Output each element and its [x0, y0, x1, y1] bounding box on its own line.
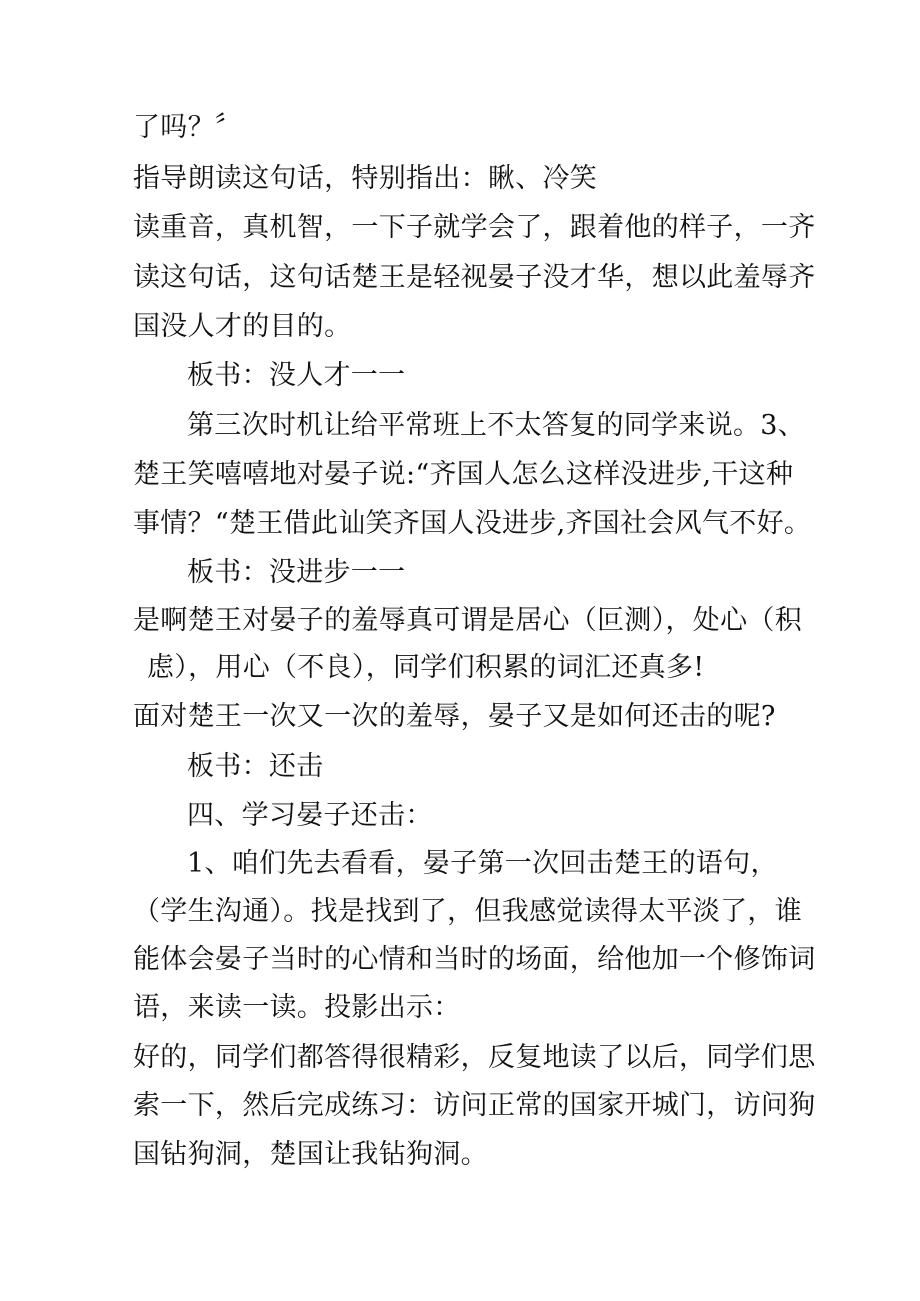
text-line: 索一下，然后完成练习：访问正常的国家开城门，访问狗 [133, 1090, 816, 1121]
text-line: （学生沟通）。找是找到了，但我感觉读得太平淡了，谁 [133, 896, 802, 927]
text-line: 指导朗读这句话，特别指出：瞅、冷笑 [133, 163, 598, 194]
text-line: 国钻狗洞，楚国让我钻狗洞。 [133, 1139, 488, 1170]
text-line: 语，来读一读。投影出示： [133, 992, 461, 1023]
text-line: 了吗？〞 [133, 112, 243, 143]
text-line: 虑），用心（不良），同学们积累的词汇还真多! [147, 652, 705, 683]
text-line: 板书：还击 [187, 751, 324, 782]
text-line: 事情？“楚王借此讪笑齐国人没进步,齐国社会风气不好。 [133, 508, 812, 539]
text-line: 四、学习晏子还击： [187, 800, 433, 831]
text-line: 好的，同学们都答得很精彩，反复地读了以后，同学们思 [133, 1042, 816, 1073]
text-line: 读重音，真机智，一下子就学会了，跟着他的样子，一齐 [133, 212, 816, 243]
text-line: 能体会晏子当时的心情和当时的场面，给他加一个修饰词 [133, 944, 816, 975]
text-line: 板书：没人才一一 [187, 360, 406, 391]
text-line: 国没人才的目的。 [133, 311, 352, 342]
text-line: 板书：没进步一一 [187, 557, 406, 588]
text-line: 是啊楚王对晏子的羞辱真可谓是居心（叵测），处心（积 [133, 605, 802, 636]
text-line: 第三次时机让给平常班上不太答复的同学来说。3、 [187, 410, 806, 441]
text-line: 读这句话，这句话楚王是轻视晏子没才华，想以此羞辱齐 [133, 262, 816, 293]
text-line: 1、咱们先去看看，晏子第一次回击楚王的语句， [187, 848, 778, 879]
text-line: 楚王笑嘻嘻地对晏子说:“齐国人怎么这样没进步,干这种 [133, 459, 794, 490]
text-line: 面对楚王一次又一次的羞辱，晏子又是如何还击的呢? [133, 701, 776, 732]
